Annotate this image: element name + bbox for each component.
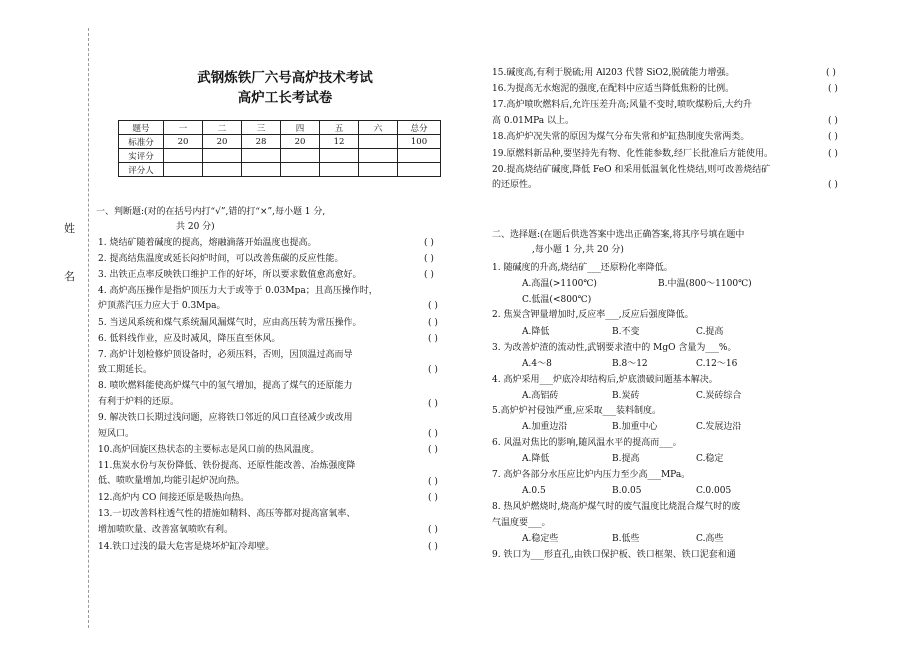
choice-option[interactable]: A.4～8 bbox=[522, 359, 552, 369]
answer-paren[interactable]: ( ) bbox=[828, 180, 838, 190]
table-cell[interactable] bbox=[242, 149, 281, 163]
table-cell[interactable] bbox=[203, 149, 242, 163]
answer-paren[interactable]: ( ) bbox=[428, 542, 438, 552]
header-cell: 题号 bbox=[119, 121, 164, 135]
choice-option[interactable]: A.稳定些 bbox=[522, 534, 559, 544]
judge-q1: 1. 烧结矿随着碱度的提高，熔融滴落开始温度也提高。 bbox=[98, 238, 317, 248]
choice-option[interactable]: B.加重中心 bbox=[612, 422, 658, 432]
answer-paren[interactable]: ( ) bbox=[828, 132, 838, 142]
choice-option[interactable]: B.炭砖 bbox=[612, 391, 640, 401]
table-cell[interactable] bbox=[320, 163, 359, 177]
choice-option[interactable]: C.提高 bbox=[696, 327, 724, 337]
choice-option[interactable]: B.不变 bbox=[612, 327, 640, 337]
judge-q7-cont: 致工期延长。 bbox=[98, 365, 153, 375]
header-cell: 三 bbox=[242, 121, 281, 135]
header-cell: 四 bbox=[281, 121, 320, 135]
judge-q19: 19.原燃料新品种,要坚持先有物、化性能参数,经厂长批准后方能使用。 bbox=[492, 149, 774, 159]
table-cell[interactable] bbox=[398, 149, 441, 163]
exam-subtitle: 高炉工长考试卷 bbox=[237, 90, 333, 106]
choice-option[interactable]: C.发展边沿 bbox=[696, 422, 742, 432]
judge-q14: 14.铁口过浅的最大危害是烧坏炉缸冷却壁。 bbox=[98, 542, 275, 552]
table-cell: 12 bbox=[320, 135, 359, 149]
choice-q1: 1. 随碱度的升高,烧结矿___还原粉化率降低。 bbox=[492, 263, 673, 273]
choice-option[interactable]: A.降低 bbox=[522, 454, 550, 464]
score-table-row-actual bbox=[119, 149, 441, 163]
judge-q3: 3. 出铁正点率反映铁口维护工作的好坏，所以要求数值愈高愈好。 bbox=[98, 270, 362, 280]
table-cell[interactable] bbox=[281, 149, 320, 163]
answer-paren[interactable]: ( ) bbox=[428, 445, 438, 455]
table-cell[interactable] bbox=[320, 149, 359, 163]
judge-q6: 6. 低料线作业，应及时减风，降压直至休风。 bbox=[98, 334, 281, 344]
answer-paren[interactable]: ( ) bbox=[424, 238, 434, 248]
binding-margin-line bbox=[88, 28, 89, 628]
choice-q6: 6. 风温对焦比的影响,随风温水平的提高而___。 bbox=[492, 438, 682, 448]
judge-q18: 18.高炉炉况失常的原因为煤气分布失常和炉缸热制度失常两类。 bbox=[492, 132, 750, 142]
judge-q17-cont: 高 0.01MPa 以上。 bbox=[492, 116, 574, 126]
judge-q7: 7. 高炉计划检修炉顶设备时，必须压料，否则，因顶温过高而导 bbox=[98, 350, 353, 360]
judge-q17: 17.高炉喷吹燃料后,允许压差升高;风量不变时,喷吹煤粉后,大约升 bbox=[492, 100, 752, 110]
section2-heading-cont: ,每小题 1 分,共 20 分) bbox=[532, 245, 624, 255]
judge-q12: 12.高炉内 CO 间接还原是吸热向热。 bbox=[98, 493, 250, 503]
judge-q9-cont: 短风口。 bbox=[98, 429, 135, 439]
choice-option[interactable]: C.低温(<800℃) bbox=[522, 295, 592, 305]
table-cell: 20 bbox=[203, 135, 242, 149]
exam-title: 武钢炼铁厂六号高炉技术考试 bbox=[197, 70, 373, 86]
choice-option[interactable]: B.提高 bbox=[612, 454, 640, 464]
answer-paren[interactable]: ( ) bbox=[428, 301, 438, 311]
table-cell[interactable] bbox=[398, 163, 441, 177]
answer-paren[interactable]: ( ) bbox=[828, 149, 838, 159]
answer-paren[interactable]: ( ) bbox=[828, 116, 838, 126]
choice-option[interactable]: A.高温(>1100℃) bbox=[522, 279, 597, 289]
header-cell: 六 bbox=[359, 121, 398, 135]
judge-q8-cont: 有利于炉料的还原。 bbox=[98, 397, 180, 407]
judge-q9: 9. 解决铁口长期过浅问题，应将铁口邻近的风口直径减少或改用 bbox=[98, 413, 353, 423]
table-cell[interactable] bbox=[359, 163, 398, 177]
judge-q15: 15.碱度高,有利于脱硫;用 Al203 代替 SiO2,脱硫能力增强。 bbox=[492, 68, 735, 78]
choice-option[interactable]: B.中温(800～1100℃) bbox=[658, 279, 752, 289]
choice-option[interactable]: C.炭砖综合 bbox=[696, 391, 742, 401]
table-cell[interactable] bbox=[203, 163, 242, 177]
score-table bbox=[118, 120, 441, 177]
table-cell[interactable] bbox=[242, 163, 281, 177]
choice-option[interactable]: B.低些 bbox=[612, 534, 640, 544]
choice-q2: 2. 焦炭含钾量增加时,反应率___,反应后强度降低。 bbox=[492, 310, 694, 320]
choice-option[interactable]: B.8～12 bbox=[612, 359, 648, 369]
table-cell[interactable] bbox=[359, 149, 398, 163]
table-cell[interactable] bbox=[281, 163, 320, 177]
choice-option[interactable]: A.降低 bbox=[522, 327, 550, 337]
table-cell: 评分人 bbox=[119, 163, 164, 177]
table-cell[interactable] bbox=[164, 163, 203, 177]
table-cell bbox=[359, 135, 398, 149]
answer-paren[interactable]: ( ) bbox=[428, 399, 438, 409]
judge-q11: 11.焦炭水份与灰份降低、铁份提高、还原性能改善、冶炼强度降 bbox=[98, 461, 356, 471]
answer-paren[interactable]: ( ) bbox=[428, 477, 438, 487]
choice-q4: 4. 高炉采用___炉底冷却结构后,炉底溃破问题基本解决。 bbox=[492, 375, 718, 385]
judge-q13: 13.一切改善料柱透气性的措施如精料、高压等都对提高富氧率、 bbox=[98, 509, 356, 519]
judge-q20: 20.提高烧结矿碱度,降低 FeO 和采用低温氧化性烧结,则可改善烧结矿 bbox=[492, 165, 771, 175]
header-cell: 总分 bbox=[398, 121, 441, 135]
answer-paren[interactable]: ( ) bbox=[428, 334, 438, 344]
choice-option[interactable]: A.0.5 bbox=[522, 486, 546, 496]
answer-paren[interactable]: ( ) bbox=[424, 270, 434, 280]
judge-q2: 2. 提高结焦温度或延长闷炉时间，可以改善焦碳的反应性能。 bbox=[98, 254, 344, 264]
judge-q13-cont: 增加喷吹量、改善富氧喷吹有利。 bbox=[98, 525, 234, 535]
choice-option[interactable]: C.12～16 bbox=[696, 359, 738, 369]
table-cell: 20 bbox=[164, 135, 203, 149]
table-cell: 20 bbox=[281, 135, 320, 149]
score-table-header-row bbox=[119, 121, 441, 135]
section1-heading-cont: 共 20 分) bbox=[176, 222, 215, 232]
answer-paren[interactable]: ( ) bbox=[428, 493, 438, 503]
choice-q5: 5.高炉炉衬侵蚀严重,应采取___装料制度。 bbox=[492, 406, 661, 416]
choice-q3: 3. 为改善炉渣的流动性,武钢要求渣中的 MgO 含量为___%。 bbox=[492, 343, 737, 353]
judge-q4-cont: 炉顶蒸汽压力应大于 0.3Mpa。 bbox=[98, 301, 226, 311]
answer-paren[interactable]: ( ) bbox=[826, 68, 836, 78]
judge-q16: 16.为提高无水炮泥的强度,在配料中应适当降低焦粉的比例。 bbox=[492, 84, 735, 94]
header-cell: 五 bbox=[320, 121, 359, 135]
table-cell: 100 bbox=[398, 135, 441, 149]
answer-paren[interactable]: ( ) bbox=[428, 525, 438, 535]
choice-option[interactable]: C.高些 bbox=[696, 534, 724, 544]
header-cell: 一 bbox=[164, 121, 203, 135]
choice-q7: 7. 高炉各部分水压应比炉内压力至少高___MPa。 bbox=[492, 470, 691, 480]
judge-q4: 4. 高炉高压操作是指炉顶压力大于或等于 0.03Mpa；且高压操作时， bbox=[98, 286, 378, 296]
judge-q11-cont: 低、喷吹量增加,均能引起炉况向热。 bbox=[98, 476, 245, 486]
choice-option[interactable]: A.加重边沿 bbox=[522, 422, 568, 432]
choice-q8-cont: 气温度要___。 bbox=[492, 518, 551, 528]
choice-q8: 8. 热风炉燃烧时,烧高炉煤气时的废气温度比烧混合煤气时的废 bbox=[492, 502, 741, 512]
answer-paren[interactable]: ( ) bbox=[424, 254, 434, 264]
choice-option[interactable]: A.高铝砖 bbox=[522, 391, 559, 401]
side-label-xing: 姓 bbox=[64, 222, 75, 235]
score-table-row-standard bbox=[119, 135, 441, 149]
judge-q5: 5. 当送风系统和煤气系统漏风漏煤气时，应由高压转为常压操作。 bbox=[98, 318, 362, 328]
table-cell: 标准分 bbox=[119, 135, 164, 149]
choice-q9: 9. 铁口为___形直孔,由铁口保护板、铁口框架、铁口泥套和通 bbox=[492, 550, 736, 560]
choice-option[interactable]: C.稳定 bbox=[696, 454, 724, 464]
choice-option[interactable]: B.0.05 bbox=[612, 486, 642, 496]
section1-heading: 一、判断题:(对的在括号内打“√”,错的打“×”,每小题 1 分, bbox=[96, 207, 326, 217]
table-cell[interactable] bbox=[164, 149, 203, 163]
judge-q10: 10.高炉回旋区热状态的主要标志是风口前的热风温度。 bbox=[98, 445, 320, 455]
table-cell: 28 bbox=[242, 135, 281, 149]
section2-heading: 二、选择题:(在题后供选答案中选出正确答案,将其序号填在题中 bbox=[492, 230, 745, 240]
table-cell: 实评分 bbox=[119, 149, 164, 163]
choice-option[interactable]: C.0.005 bbox=[696, 486, 732, 496]
score-table-row-grader bbox=[119, 163, 441, 177]
header-cell: 二 bbox=[203, 121, 242, 135]
answer-paren[interactable]: ( ) bbox=[828, 84, 838, 94]
answer-paren[interactable]: ( ) bbox=[428, 365, 438, 375]
judge-q20-cont: 的还原性。 bbox=[492, 180, 538, 190]
answer-paren[interactable]: ( ) bbox=[428, 318, 438, 328]
judge-q8: 8. 喷吹燃料能使高炉煤气中的氢气增加，提高了煤气的还原能力 bbox=[98, 381, 353, 391]
answer-paren[interactable]: ( ) bbox=[428, 429, 438, 439]
side-label-ming: 名 bbox=[64, 270, 75, 283]
